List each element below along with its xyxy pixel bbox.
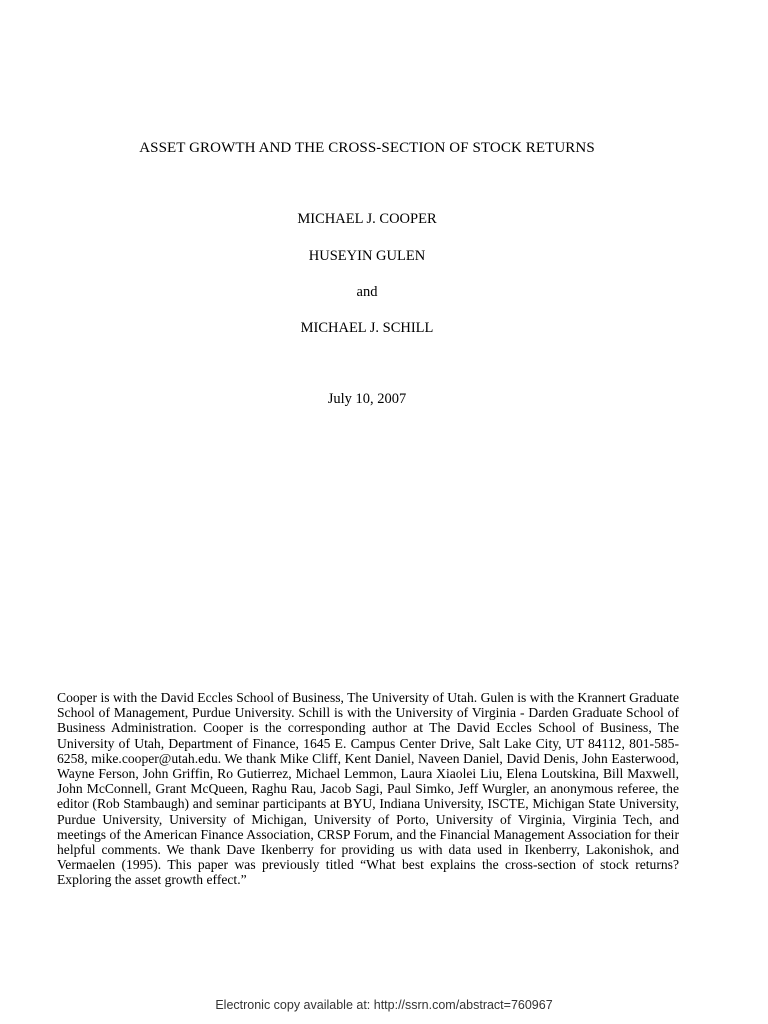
author-conjunction: and — [356, 284, 378, 300]
author-affiliation-footnote: Cooper is with the David Eccles School of Business, The University of Utah. Gulen is with the Krannert Graduate School of Management, Purdue University. Schill is with the University of Virginia - Darden Graduate School of Business Administration. Cooper is the corresponding author at The David Eccles School of Business, The University of Utah, Department of Finance, 1645 E. Campus Center Drive, Salt Lake City, UT 84112, 801-585-6258, mike.cooper@utah.edu. We thank Mike Cliff, Kent Daniel, Naveen Daniel, David Denis, John Easterwood, Wayne Ferson, John Griffin, Ro Gutierrez, Michael Lemmon, Laura Xiaolei Liu, Elena Loutskina, Bill Maxwell, John McConnell, Grant McQueen, Raghu Rau, Jacob Sagi, Paul Simko, Jeff Wurgler, an anonymous referee, the editor (Rob Stambaugh) and seminar participants at BYU, Indiana University, ISCTE, Michigan State University, Purdue University, University of Michigan, University of Porto, University of Virginia, Virginia Tech, and meetings of the American Finance Association, CRSP Forum, and the Financial Management Association for their helpful comments. We thank Dave Ikenberry for providing us with data used in Ikenberry, Lakonishok, and Vermaelen (1995). This paper was previously titled “What best explains the cross-section of stock returns? Exploring the asset growth effect.” — [57, 690, 679, 888]
author-name: MICHAEL J. COOPER — [297, 211, 437, 227]
author-name: HUSEYIN GULEN — [308, 248, 426, 264]
author-name: MICHAEL J. SCHILL — [300, 320, 434, 336]
paper-title: ASSET GROWTH AND THE CROSS-SECTION OF STOCK RETURNS — [139, 140, 595, 156]
paper-date: July 10, 2007 — [327, 391, 407, 407]
ssrn-download-notice: Electronic copy available at: http://ssrn.com/abstract=760967 — [215, 998, 553, 1012]
